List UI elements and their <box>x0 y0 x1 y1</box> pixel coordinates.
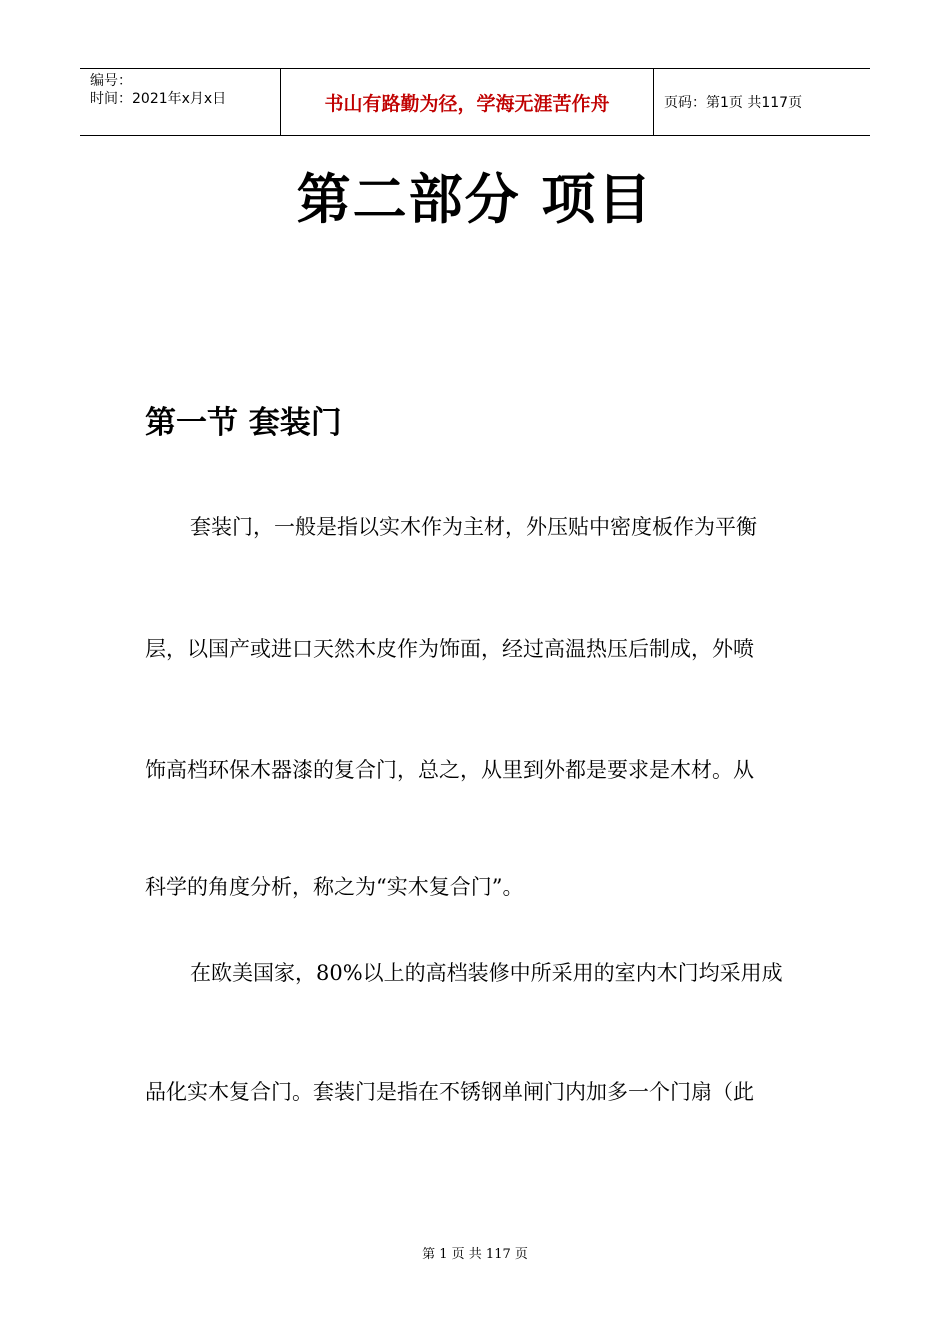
header-page-info: 页码：第1页 共117页 <box>664 95 803 111</box>
body-line-5: 在欧美国家，80%以上的高档装修中所采用的室内木门均采用成 <box>190 961 783 985</box>
section-title: 第一节 套装门 <box>145 405 342 441</box>
header-motto: 书山有路勤为径，学海无涯苦作舟 <box>324 92 610 115</box>
document-title: 第二部分 项目 <box>296 168 654 231</box>
header-date-label: 时间：2021年x月x日 <box>90 91 227 107</box>
page-header <box>80 68 870 136</box>
body-line-4: 科学的角度分析，称之为“实木复合门”。 <box>145 875 524 899</box>
header-page-cell <box>654 69 870 135</box>
body-line-2: 层，以国产或进口天然木皮作为饰面，经过高温热压后制成，外喷 <box>145 637 754 661</box>
body-line-1: 套装门，一般是指以实木作为主材，外压贴中密度板作为平衡 <box>190 515 757 539</box>
header-motto-cell <box>281 69 654 135</box>
body-line-6: 品化实木复合门。套装门是指在不锈钢单闸门内加多一个门扇（此 <box>145 1080 754 1104</box>
header-meta-cell <box>80 69 281 135</box>
page-footer: 第 1 页 共 117 页 <box>422 1247 528 1262</box>
body-line-3: 饰高档环保木器漆的复合门，总之，从里到外都是要求是木材。从 <box>145 758 754 782</box>
header-number-label: 编号： <box>90 73 132 89</box>
